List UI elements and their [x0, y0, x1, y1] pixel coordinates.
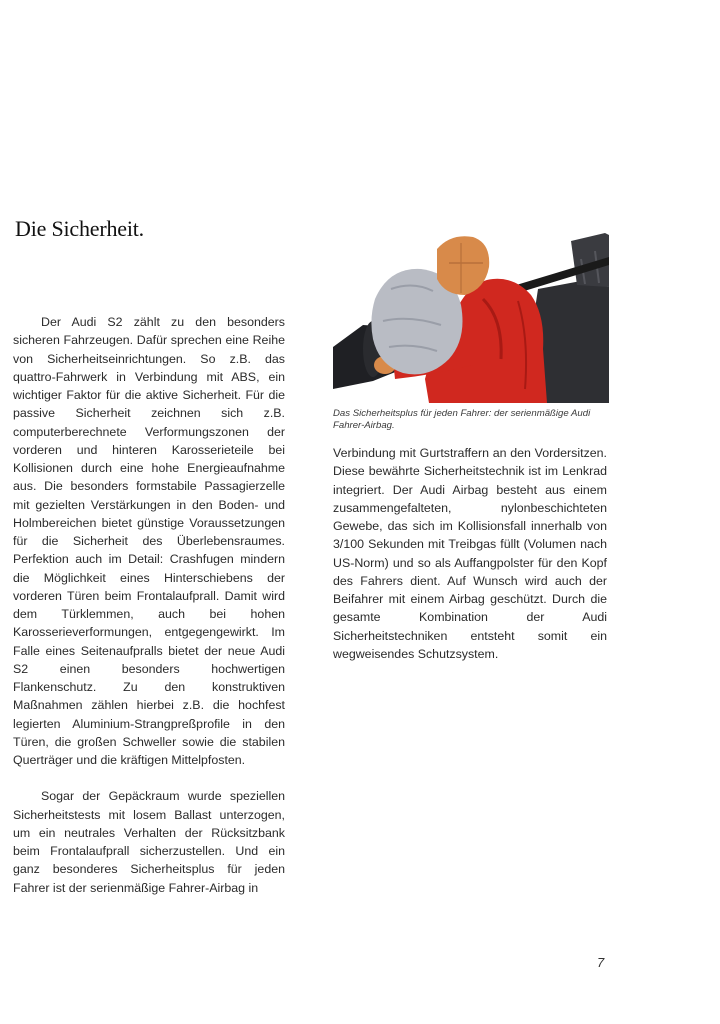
paragraph: Der Audi S2 zählt zu den besonders sicheren Fahrzeugen. Dafür sprechen eine Reihe von Sicherheitseinrichtungen. So z.B. das quattro-Fahrwerk in Verbindung mit ABS, ein wichtiger Faktor für die aktive Sicherheit. Für die passive Sicherheit zeichnen sich z.B. computerberechnete Verformungszonen der vorderen und hinteren Karosserieteile bei Kollisionen durch eine hohe Energieaufnahme aus. Die besonders formstabile Passagierzelle mit gezielten Verstärkungen in den Boden- und Holmbereichen bietet günstige Voraussetzungen für die Sicherheit des Überlebensraumes. Perfektion auch im Detail: Crashfugen mindern die Möglichkeit eines Hinterschiebens der vorderen Türen beim Frontalaufprall. Damit wird dem Türklemmen, auch bei hohen Karosserieverformungen, entgegengewirkt. Im Falle eines Seitenaufpralls bietet der neue Audi S2 einen besonders hochwertigen Flankenschutz. Zu den konstruktiven Maßnahmen zählen hierbei z.B. die hochfest legierten Aluminium-Strangpreßprofile in den Türen, die großen Schweller sowie die stabilen Querträger und die kräftigen Mittelpfosten. [13, 315, 285, 767]
paragraph: Sogar der Gepäckraum wurde speziellen Sicherheitstests mit losem Ballast unterzogen, um ein neutrales Verhalten der Rücksitzbank beim Frontalaufprall sicherzustellen. Und ein ganz besonderes Sicherheitsplus für jeden Fahrer ist der serienmäßige Fahrer-Airbag in [13, 789, 285, 895]
paragraph: Verbindung mit Gurtstraffern an den Vordersitzen. Diese bewährte Sicherheitstechnik ist im Lenkrad integriert. Der Audi Airbag besteht aus einem zusammengefalteten, nylonbeschichteten Gewebe, das sich im Kollisionsfall innerhalb von 3/100 Sekunden mit Treibgas füllt (Volumen nach US-Norm) und so als Auffangpolster für den Kopf des Fahrers dient. Auf Wunsch wird auch der Beifahrer mit einem Airbag geschützt. Durch die gesamte Kombination der Audi Sicherheitstechniken entsteht somit ein wegweisendes Schutzsystem. [333, 446, 607, 661]
right-text-column [333, 444, 607, 663]
page-title: Die Sicherheit. [15, 216, 144, 241]
left-text-column [13, 313, 285, 897]
airbag-photo [333, 229, 609, 403]
photo-caption: Das Sicherheitsplus für jeden Fahrer: der serienmäßige Audi Fahrer-Airbag. [333, 408, 591, 431]
page-number: 7 [597, 955, 605, 970]
